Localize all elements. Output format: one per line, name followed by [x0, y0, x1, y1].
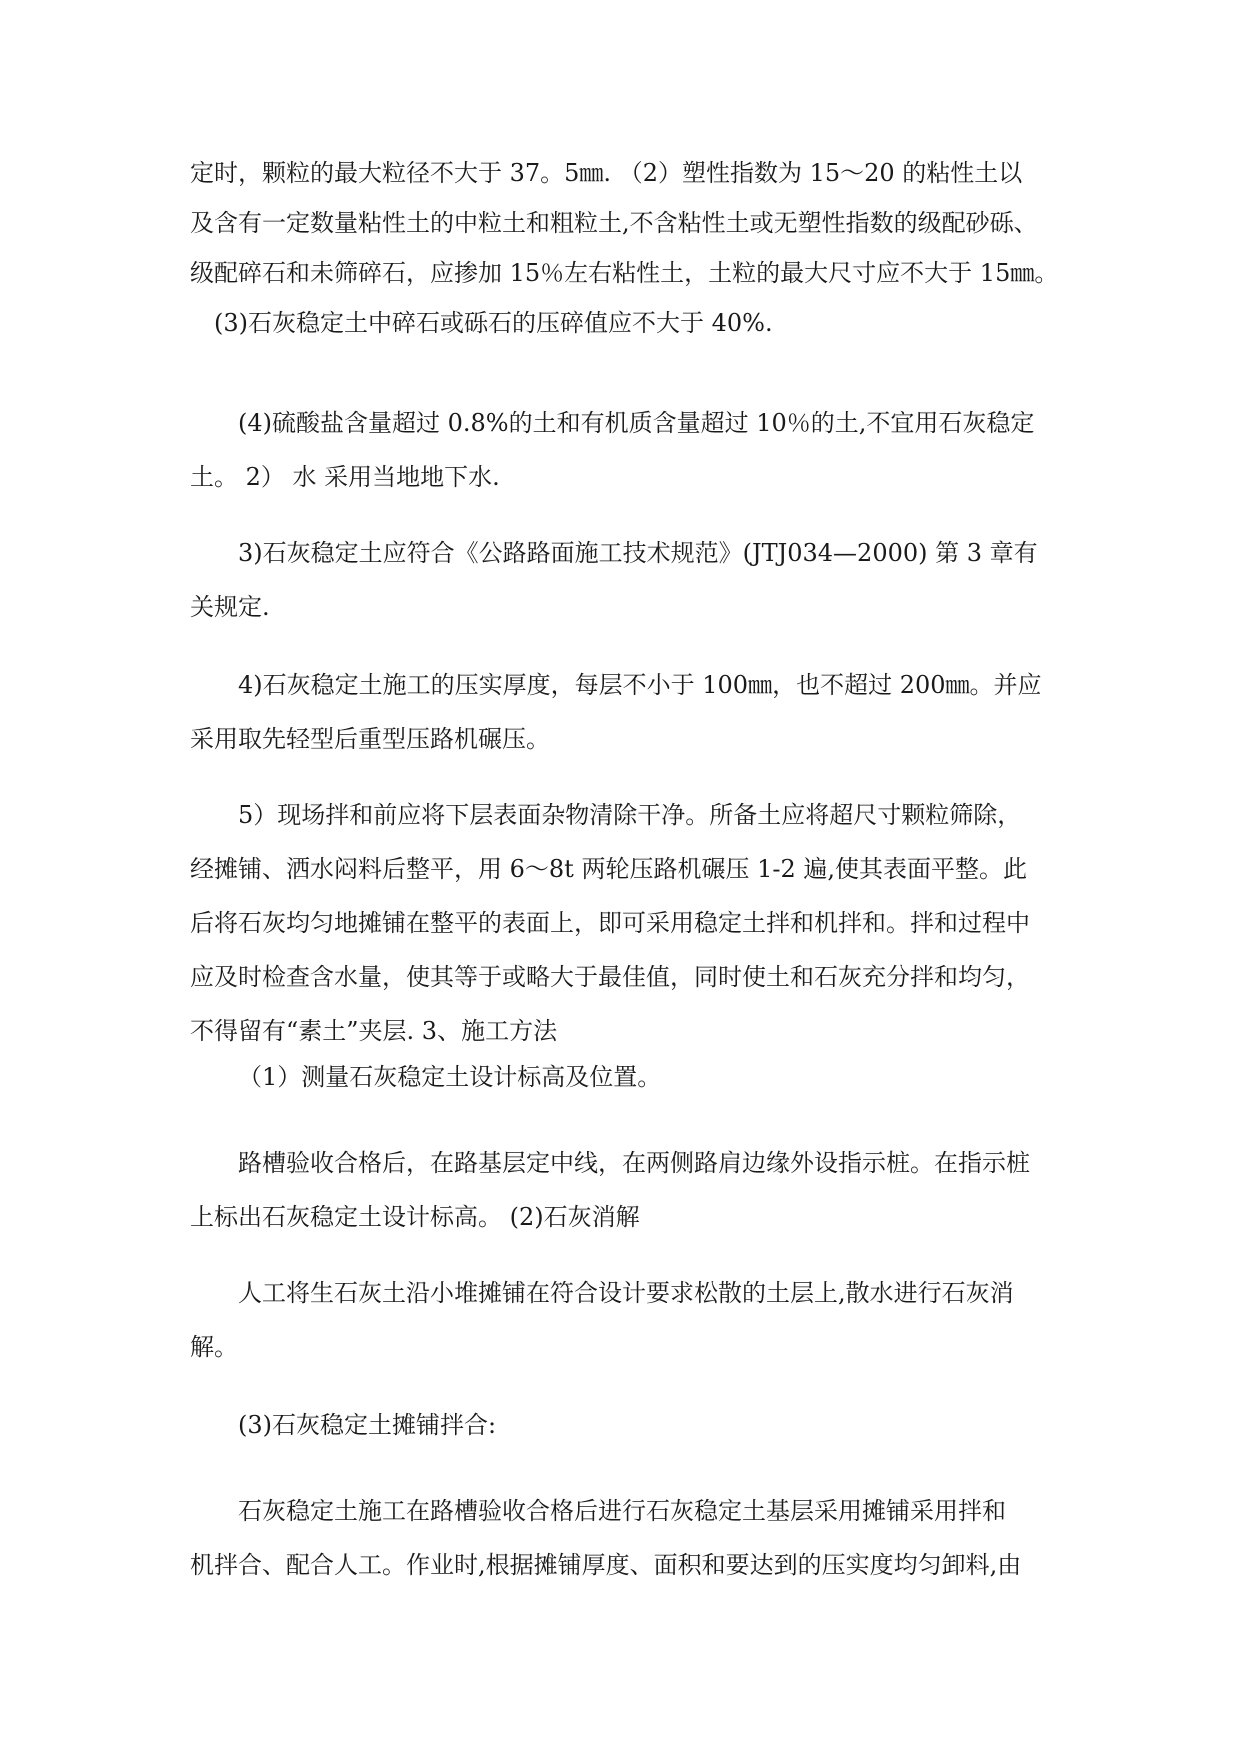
- text-line: 人工将生石灰土沿小堆摊铺在符合设计要求松散的土层上,散水进行石灰消: [238, 1279, 1014, 1307]
- paragraph-4: [190, 662, 1060, 762]
- text-line: （1）测量石灰稳定土设计标高及位置。: [238, 1063, 662, 1091]
- text-line: 解。: [190, 1333, 238, 1361]
- text-line: 4)石灰稳定土施工的压实厚度，每层不小于 100㎜，也不超过 200㎜。并应: [238, 671, 1042, 699]
- text-line: 5）现场拌和前应将下层表面杂物清除干净。所备土应将超尺寸颗粒筛除，: [238, 801, 1022, 829]
- text-line: 应及时检查含水量，使其等于或略大于最佳值，同时使土和石灰充分拌和均匀，: [190, 963, 1030, 991]
- text-line: 采用取先轻型后重型压路机碾压。: [190, 725, 550, 753]
- text-line: 后将石灰均匀地摊铺在整平的表面上，即可采用稳定土拌和机拌和。拌和过程中: [190, 909, 1030, 937]
- text-line: 石灰稳定土施工在路槽验收合格后进行石灰稳定土基层采用摊铺采用拌和: [238, 1497, 1006, 1525]
- text-line: (3)石灰稳定土中碎石或砾石的压碎值应不大于 40%.: [214, 309, 773, 337]
- text-line: 及含有一定数量粘性土的中粒土和粗粒土,不含粘性土或无塑性指数的级配砂砾、: [190, 209, 1038, 237]
- text-line: 上标出石灰稳定土设计标高。 (2)石灰消解: [190, 1203, 640, 1231]
- text-line: 土。 2） 水 采用当地地下水.: [190, 463, 500, 491]
- paragraph-8: [190, 1270, 1060, 1370]
- text-line: 不得留有“素土”夹层. 3、施工方法: [190, 1017, 558, 1045]
- paragraph-7: [190, 1140, 1060, 1240]
- paragraph-1: [190, 150, 1060, 346]
- paragraph-2: [190, 400, 1060, 500]
- text-line: 经摊铺、洒水闷料后整平，用 6～8t 两轮压路机碾压 1-2 遍,使其表面平整。此: [190, 855, 1027, 883]
- text-line: (4)硫酸盐含量超过 0.8%的土和有机质含量超过 10％的土,不宜用石灰稳定: [238, 409, 1035, 437]
- text-line: 机拌合、配合人工。作业时,根据摊铺厚度、面积和要达到的压实度均匀卸料,由: [190, 1551, 1022, 1579]
- paragraph-5: [190, 792, 1060, 1054]
- paragraph-10: [190, 1488, 1060, 1588]
- text-line: (3)石灰稳定土摊铺拌合:: [238, 1411, 497, 1439]
- text-line: 关规定.: [190, 593, 270, 621]
- paragraph-9: [190, 1402, 1060, 1448]
- text-line: 路槽验收合格后，在路基层定中线，在两侧路肩边缘外设指示桩。在指示桩: [238, 1149, 1030, 1177]
- paragraph-3: [190, 530, 1060, 630]
- text-line: 级配碎石和未筛碎石，应掺加 15％左右粘性土，土粒的最大尺寸应不大于 15㎜。: [190, 259, 1059, 287]
- text-line: 3)石灰稳定土应符合《公路路面施工技术规范》(JTJ034—2000) 第 3 章有: [238, 539, 1038, 567]
- text-line: 定时，颗粒的最大粒径不大于 37。5㎜. （2）塑性指数为 15～20 的粘性土以: [190, 159, 1023, 187]
- paragraph-6: [190, 1054, 1060, 1100]
